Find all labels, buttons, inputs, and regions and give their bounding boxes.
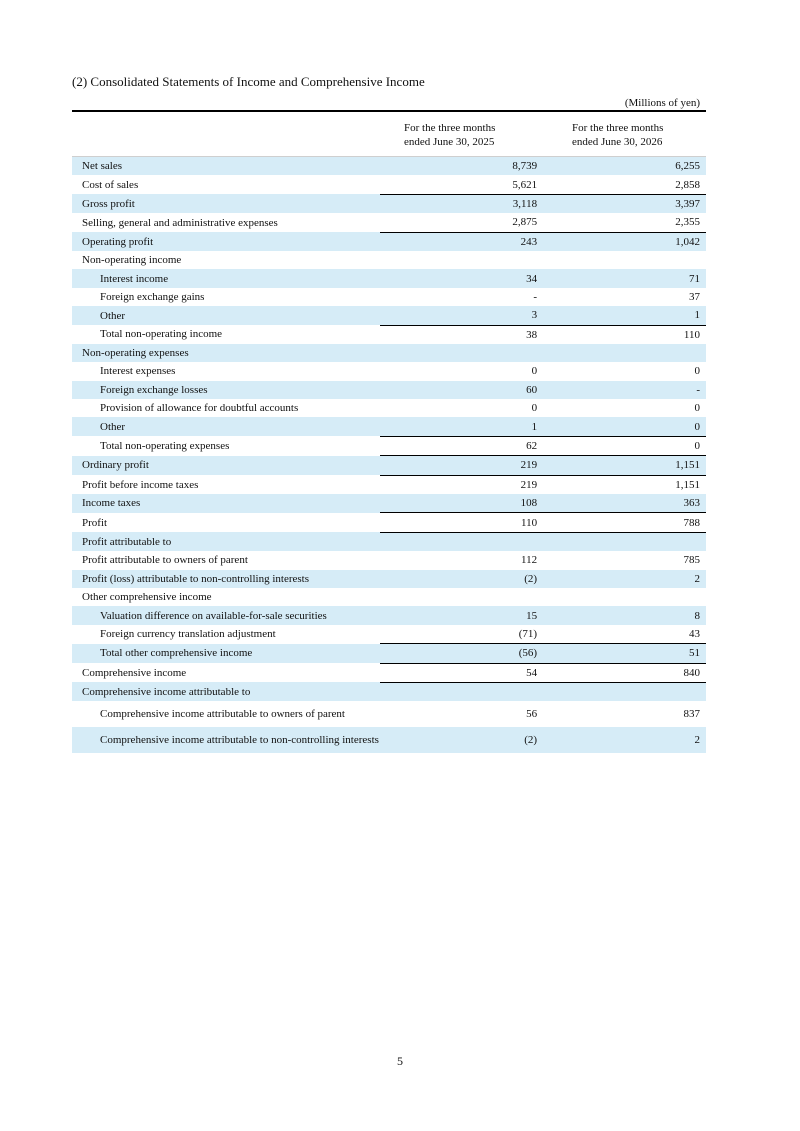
value-2026: 2,858 — [675, 178, 700, 191]
row-label: Total non-operating income — [100, 328, 223, 341]
value-2026: 1,042 — [543, 232, 706, 251]
page-number: 5 — [397, 1054, 403, 1068]
value-2025: (2) — [380, 570, 543, 588]
table-row — [72, 701, 706, 727]
table-row — [72, 606, 706, 624]
value-2026: 1,151 — [543, 475, 706, 494]
value-2026: 43 — [689, 627, 700, 640]
value-2025: 60 — [380, 381, 543, 399]
row-label: Operating profit — [72, 232, 380, 251]
table-row — [72, 306, 706, 325]
value-2026: 2 — [543, 570, 706, 588]
column-header-2026: For the three months ended June 30, 2026 — [572, 122, 664, 148]
row-label: Income taxes — [72, 494, 380, 513]
value-2025: 0 — [531, 365, 538, 378]
table-row — [72, 232, 706, 251]
column-header-2025: For the three months ended June 30, 2025 — [404, 122, 496, 148]
table-row — [72, 175, 706, 194]
table-row — [72, 625, 706, 644]
row-label: Interest income — [72, 269, 380, 287]
value-2025: 3,118 — [380, 194, 543, 213]
table-row — [72, 532, 706, 551]
row-label: Other comprehensive income — [82, 591, 212, 604]
value-2025: 15 — [380, 606, 543, 624]
row-label: Comprehensive income attributable to — [72, 682, 380, 701]
row-label: Selling, general and administrative expenses — [82, 216, 278, 229]
row-label: Non-operating expenses — [72, 344, 380, 362]
row-label: Profit — [82, 516, 108, 529]
row-label: Total non-operating expenses — [100, 440, 230, 453]
income-statement-table — [72, 156, 706, 753]
value-2026: 1 — [543, 306, 706, 325]
value-2026: 1,151 — [543, 456, 706, 475]
value-2026 — [543, 588, 706, 606]
row-label: Gross profit — [72, 194, 380, 213]
table-row — [72, 727, 706, 753]
table-row — [72, 362, 706, 380]
value-2025: (71) — [518, 627, 538, 640]
row-label: Other — [72, 417, 380, 436]
value-2026: 837 — [683, 708, 700, 721]
value-2025: 1 — [380, 417, 543, 436]
row-label: Valuation difference on available-for-sale securities — [72, 606, 380, 624]
table-row — [72, 251, 706, 269]
table-row — [72, 551, 706, 569]
value-2025: (56) — [380, 644, 543, 663]
row-label: Cost of sales — [82, 178, 139, 191]
row-label: Total other comprehensive income — [72, 644, 380, 663]
value-2025 — [380, 344, 543, 362]
table-row — [72, 417, 706, 436]
value-2025: 62 — [380, 436, 543, 455]
header-rule — [72, 110, 706, 112]
table-row — [72, 456, 706, 475]
table-row — [72, 194, 706, 213]
row-label: Profit attributable to owners of parent — [82, 554, 248, 567]
table-row — [72, 157, 706, 176]
row-label: Interest expenses — [100, 365, 176, 378]
table-row — [72, 213, 706, 232]
value-2026: 71 — [543, 269, 706, 287]
row-label: Net sales — [72, 157, 380, 176]
table-row — [72, 644, 706, 663]
row-label: Comprehensive income attributable to owners of parent — [100, 708, 345, 721]
table-row — [72, 325, 706, 344]
value-2025: 8,739 — [380, 157, 543, 176]
row-label: Foreign currency translation adjustment — [100, 628, 276, 641]
value-2026 — [543, 344, 706, 362]
row-label: Comprehensive income — [82, 666, 187, 679]
value-2025: 0 — [531, 402, 538, 415]
value-2025 — [380, 588, 543, 606]
value-2026 — [543, 532, 706, 551]
value-2025: 34 — [380, 269, 543, 287]
value-2025: 54 — [380, 663, 543, 682]
value-2026 — [543, 251, 706, 269]
row-label: Ordinary profit — [72, 456, 380, 475]
value-2026: 363 — [543, 494, 706, 513]
table-row — [72, 344, 706, 362]
table-row — [72, 436, 706, 455]
value-2025: 219 — [380, 456, 543, 475]
row-label: Profit (loss) attributable to non-controlling interests — [72, 570, 380, 588]
value-2025: 112 — [521, 554, 538, 567]
value-2026: 3,397 — [543, 194, 706, 213]
value-2026: 785 — [683, 554, 700, 567]
table-row — [72, 288, 706, 306]
table-row — [72, 663, 706, 682]
value-2026: 2 — [543, 727, 706, 753]
value-2026: - — [543, 381, 706, 399]
value-2025: 5,621 — [512, 178, 538, 191]
value-2026: 788 — [543, 513, 706, 532]
value-2025: 219 — [380, 475, 543, 494]
table-row — [72, 513, 706, 532]
value-2026: 0 — [543, 417, 706, 436]
row-label: Profit before income taxes — [82, 478, 199, 491]
value-2026: 0 — [543, 436, 706, 455]
value-2025 — [380, 251, 543, 269]
row-label: Non-operating income — [82, 254, 182, 267]
value-2025: 110 — [380, 513, 543, 532]
row-label: Comprehensive income attributable to non-controlling interests — [72, 727, 380, 753]
value-2026: 51 — [543, 644, 706, 663]
table-row — [72, 494, 706, 513]
value-2025 — [380, 532, 543, 551]
units-note: (Millions of yen) — [624, 97, 700, 109]
value-2025: 38 — [380, 325, 543, 344]
value-2026: 37 — [689, 290, 700, 303]
page-title: (2) Consolidated Statements of Income and Comprehensive Income — [72, 74, 425, 89]
value-2026: 0 — [694, 365, 700, 378]
value-2025: 3 — [380, 306, 543, 325]
table-row — [72, 475, 706, 494]
value-2025 — [380, 682, 543, 701]
value-2026: 8 — [543, 606, 706, 624]
value-2026: 840 — [543, 663, 706, 682]
value-2026: 110 — [543, 325, 706, 344]
value-2026 — [543, 682, 706, 701]
row-label: Provision of allowance for doubtful accounts — [100, 402, 299, 415]
table-row — [72, 570, 706, 588]
value-2025: 56 — [526, 708, 538, 721]
value-2025: - — [533, 290, 538, 303]
table-row — [72, 269, 706, 287]
value-2026: 6,255 — [543, 157, 706, 176]
value-2026: 0 — [694, 402, 700, 415]
row-label: Profit attributable to — [72, 532, 380, 551]
value-2026: 2,355 — [675, 216, 700, 229]
table-row — [72, 399, 706, 417]
row-label: Foreign exchange losses — [72, 381, 380, 399]
row-label: Foreign exchange gains — [100, 290, 205, 303]
value-2025: (2) — [380, 727, 543, 753]
row-label: Other — [72, 306, 380, 325]
table-row — [72, 588, 706, 606]
value-2025: 108 — [380, 494, 543, 513]
table-row — [72, 682, 706, 701]
value-2025: 243 — [380, 232, 543, 251]
value-2025: 2,875 — [512, 216, 538, 229]
table-row — [72, 381, 706, 399]
